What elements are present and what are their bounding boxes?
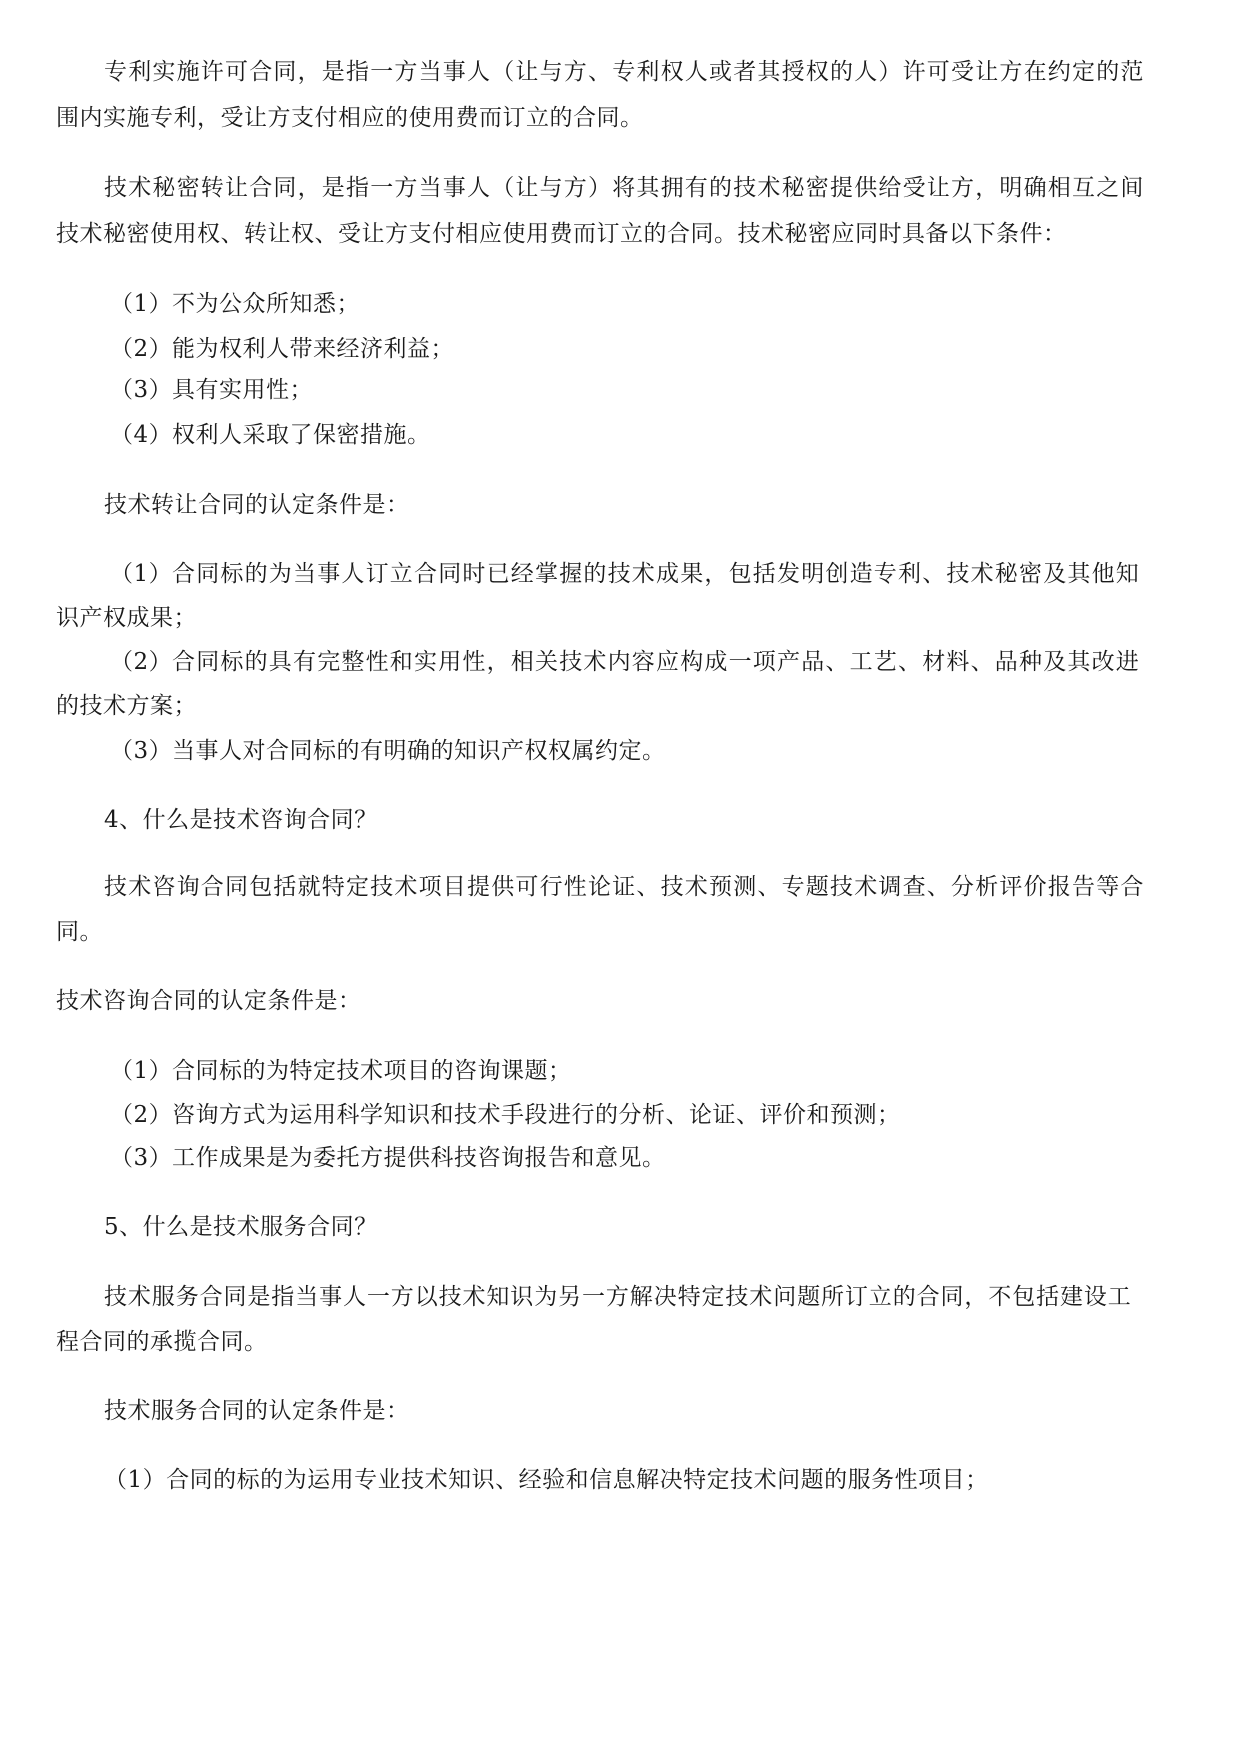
transfer-condition-3-line-1: 当事人对合同标的有明确的知识产权权属约定。 <box>172 738 666 764</box>
secret-condition-3-text: 具有实用性； <box>172 377 313 403</box>
secret-condition-2-number: （2） <box>110 336 173 362</box>
transfer-condition-1-line-2: 识产权成果； <box>56 605 197 631</box>
paragraph-tech-secret-line-1: 技术秘密转让合同，是指一方当事人（让与方）将其拥有的技术秘密提供给受让方，明确相互之间 <box>104 175 1145 201</box>
paragraph-tech-service-line-2: 程合同的承揽合同。 <box>56 1329 268 1355</box>
service-condition-1: （1）合同的标的为运用专业技术知识、经验和信息解决特定技术问题的服务性项目； <box>104 1467 989 1493</box>
paragraph-patent-license-line-1: 专利实施许可合同，是指一方当事人（让与方、专利权人或者其授权的人）许可受让方在约定的范 <box>104 59 1145 85</box>
transfer-condition-2-number: （2） <box>110 649 173 675</box>
consult-condition-2-text: 咨询方式为运用科学知识和技术手段进行的分析、论证、评价和预测； <box>172 1102 901 1128</box>
secret-condition-1-number: （1） <box>110 291 173 317</box>
transfer-condition-1-number: （1） <box>110 561 173 587</box>
secret-condition-2-text: 能为权利人带来经济利益； <box>172 336 454 362</box>
paragraph-tech-consulting-line-1: 技术咨询合同包括就特定技术项目提供可行性论证、技术预测、专题技术调查、分析评价报告等合 <box>104 874 1145 900</box>
consult-condition-2-number: （2） <box>110 1102 173 1128</box>
consult-condition-1-text: 合同标的为特定技术项目的咨询课题； <box>172 1058 572 1084</box>
question-4-heading: 4、什么是技术咨询合同？ <box>104 807 378 833</box>
secret-condition-4-text: 权利人采取了保密措施。 <box>172 422 431 448</box>
consult-condition-3-text: 工作成果是为委托方提供科技咨询报告和意见。 <box>172 1145 666 1171</box>
secret-condition-4-number: （4） <box>110 422 173 448</box>
consult-condition-3-number: （3） <box>110 1145 173 1171</box>
secret-condition-3-number: （3） <box>110 377 173 403</box>
transfer-condition-1-line-1: 合同标的为当事人订立合同时已经掌握的技术成果，包括发明创造专利、技术秘密及其他知 <box>172 561 1140 587</box>
paragraph-tech-consulting-line-2: 同。 <box>56 919 103 945</box>
transfer-condition-2-line-1: 合同标的具有完整性和实用性，相关技术内容应构成一项产品、工艺、材料、品种及其改进 <box>172 649 1140 675</box>
transfer-condition-2-line-2: 的技术方案； <box>56 693 197 719</box>
question-5-heading: 5、什么是技术服务合同？ <box>104 1214 378 1240</box>
paragraph-tech-service-line-1: 技术服务合同是指当事人一方以技术知识为另一方解决特定技术问题所订立的合同，不包括建设工 <box>104 1284 1132 1310</box>
service-conditions-heading: 技术服务合同的认定条件是： <box>104 1398 410 1424</box>
consult-condition-1-number: （1） <box>110 1058 173 1084</box>
paragraph-tech-secret-line-2: 技术秘密使用权、转让权、受让方支付相应使用费而订立的合同。技术秘密应同时具备以下条件： <box>56 221 1067 247</box>
secret-condition-1-text: 不为公众所知悉； <box>172 291 360 317</box>
consulting-conditions-heading: 技术咨询合同的认定条件是： <box>56 988 362 1014</box>
transfer-conditions-heading: 技术转让合同的认定条件是： <box>104 492 410 518</box>
paragraph-patent-license-line-2: 围内实施专利，受让方支付相应的使用费而订立的合同。 <box>56 105 644 131</box>
transfer-condition-3-number: （3） <box>110 738 173 764</box>
